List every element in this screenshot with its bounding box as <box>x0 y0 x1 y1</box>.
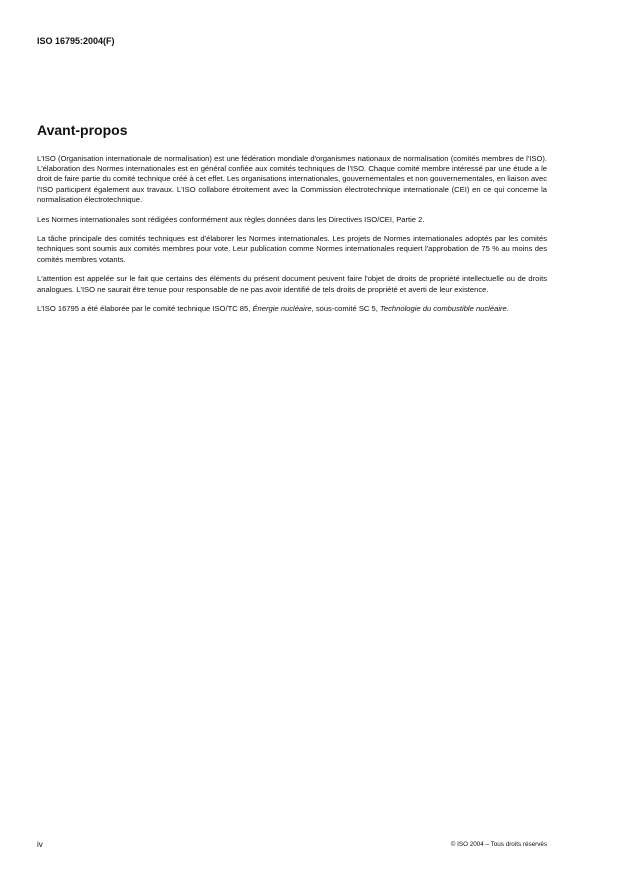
text: , sous-comité SC 5, <box>311 304 380 314</box>
copyright-notice: © ISO 2004 – Tous droits réservés <box>450 841 547 848</box>
document-id-header: ISO 16795:2004(F) <box>37 36 115 46</box>
subcommittee-name: Technologie du combustible nucléaire <box>379 304 507 314</box>
page-number: iv <box>37 840 43 849</box>
text: . <box>506 304 509 314</box>
paragraph: La tâche principale des comités techniques est d'élaborer les Normes internationales. Les projets de Normes internationales adoptés par les comités techniques sont soumis aux comités membres pour vote. Leur publication comme Normes internationales requiert l'approbation de 75 % au moins des comités membres votants. <box>37 234 547 264</box>
paragraph <box>37 304 547 314</box>
paragraph: L'ISO (Organisation internationale de normalisation) est une fédération mondiale d'organismes nationaux de normalisation (comités membres de l'ISO). L'élaboration des Normes internationales est en général confiée aux comités techniques de l'ISO. Chaque comité membre intéressé par une étude a le droit de faire partie du comité technique créé à cet effet. Les organisations internationales, gouvernementales et non gouvernementales, en liaison avec l'ISO participent également aux travaux. L'ISO collabore étroitement avec la Commission électrotechnique internationale (CEI) en ce qui concerne la normalisation électrotechnique. <box>37 154 547 204</box>
section-title: Avant-propos <box>37 122 128 138</box>
committee-name: Énergie nucléaire <box>252 304 312 314</box>
paragraph: Les Normes internationales sont rédigées conformément aux règles données dans les Directives ISO/CEI, Partie 2. <box>37 214 425 224</box>
paragraph: L'attention est appelée sur le fait que certains des éléments du présent document peuvent faire l'objet de droits de propriété intellectuelle ou de droits analogues. L'ISO ne saurait être tenue pour responsable de ne pas avoir identifié de tels droits de propriété et averti de leur existence. <box>37 274 547 294</box>
foreword-body <box>37 154 547 324</box>
text: L'ISO 16795 a été élaborée par le comité technique ISO/TC 85, <box>37 304 253 314</box>
